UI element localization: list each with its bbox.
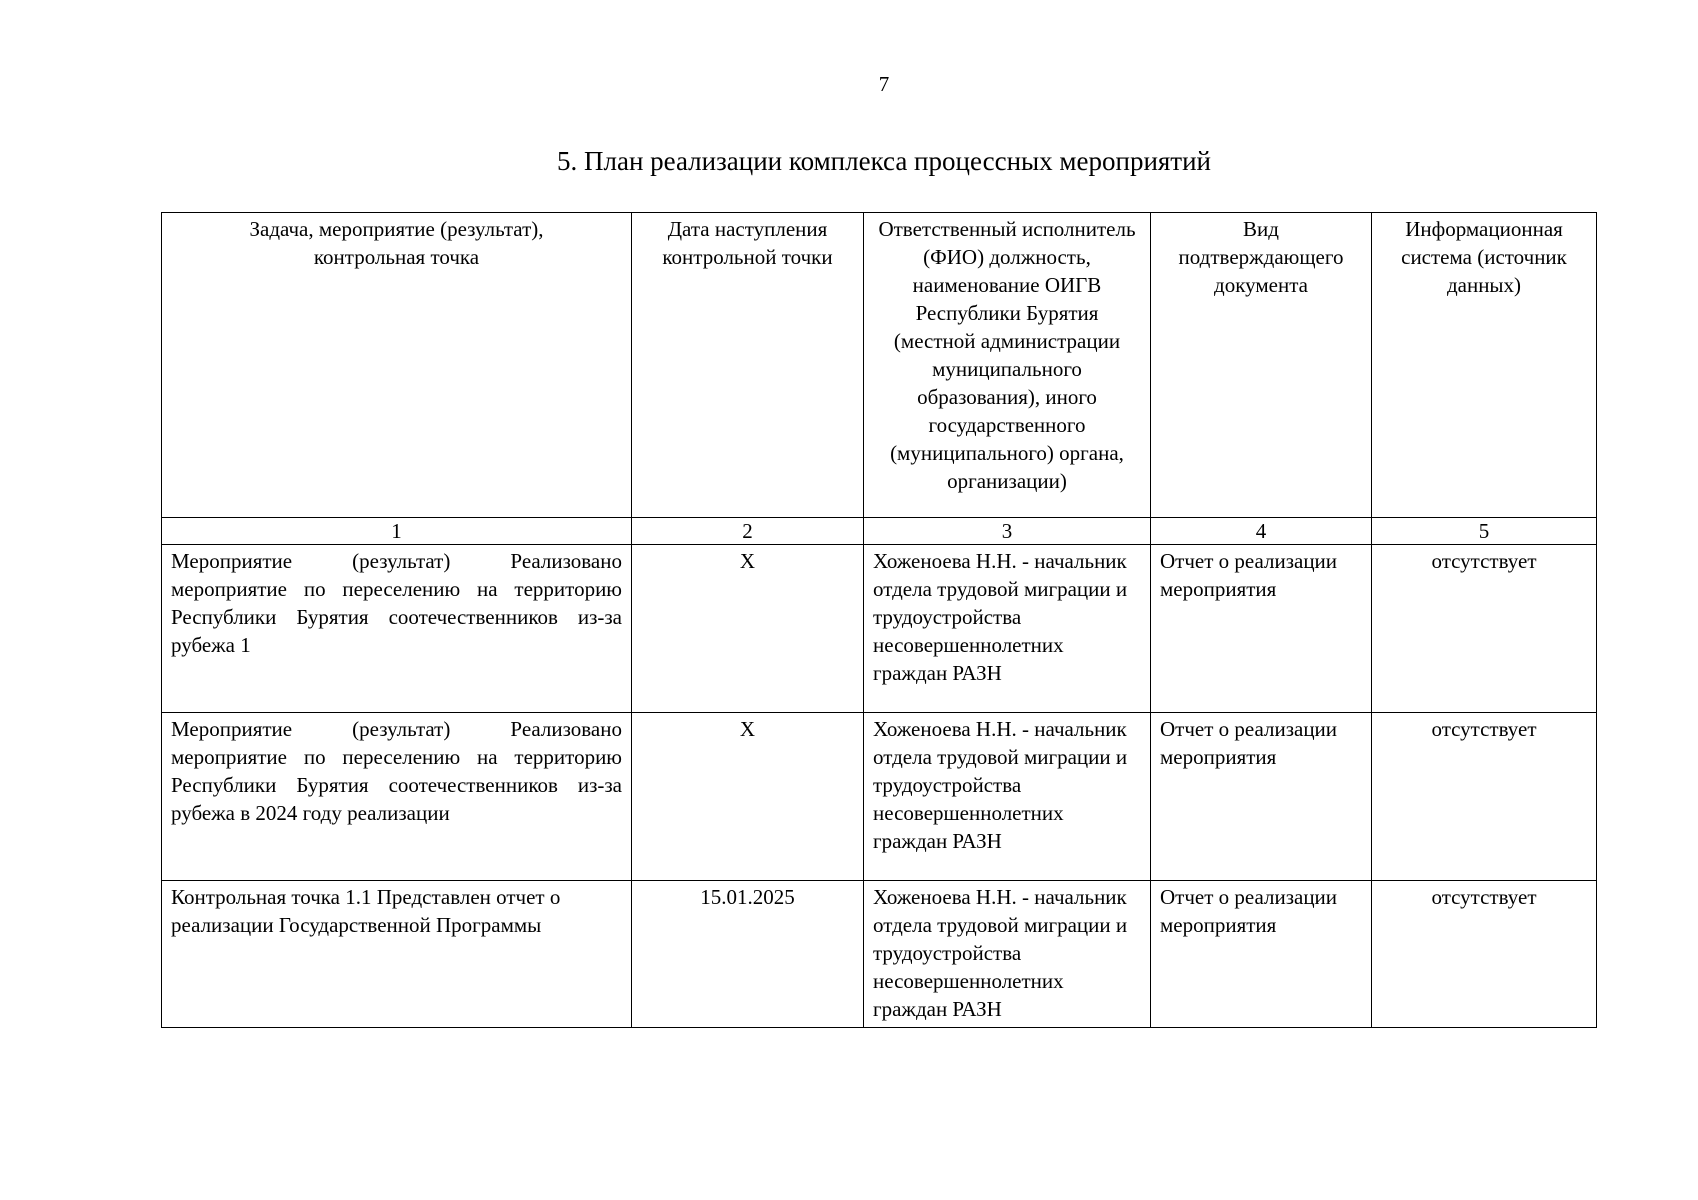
header-date: Дата наступления контрольной точки <box>632 213 864 518</box>
system-cell: отсутствует <box>1372 713 1597 881</box>
responsible-cell: Хоженоева Н.Н. - начальник отдела трудовой миграции и трудоустройства несовершеннолетних граждан РАЗН <box>864 713 1151 881</box>
task-cell: Мероприятие (результат) Реализовано мероприятие по переселению на территорию Республики Бурятия соотечественников из-за рубежа 1 <box>162 545 632 713</box>
document-cell: Отчет о реализации мероприятия <box>1151 713 1372 881</box>
responsible-cell: Хоженоева Н.Н. - начальник отдела трудовой миграции и трудоустройства несовершеннолетних граждан РАЗН <box>864 881 1151 1028</box>
page-number: 7 <box>878 72 890 96</box>
header-document: Вид подтверждающего документа <box>1151 213 1372 518</box>
header-system: Информационная система (источник данных) <box>1372 213 1597 518</box>
column-number: 4 <box>1151 518 1372 545</box>
table-row <box>162 881 1597 1028</box>
date-cell: X <box>632 545 864 713</box>
document-cell: Отчет о реализации мероприятия <box>1151 545 1372 713</box>
column-number: 5 <box>1372 518 1597 545</box>
date-cell: 15.01.2025 <box>632 881 864 1028</box>
column-number: 2 <box>632 518 864 545</box>
document-cell: Отчет о реализации мероприятия <box>1151 881 1372 1028</box>
header-task: Задача, мероприятие (результат), контрольная точка <box>162 213 632 518</box>
section-title: 5. План реализации комплекса процессных мероприятий <box>556 146 1212 176</box>
table-row <box>162 545 1597 713</box>
system-cell: отсутствует <box>1372 545 1597 713</box>
header-responsible: Ответственный исполнитель (ФИО) должность, наименование ОИГВ Республики Бурятия (местной администрации муниципального образования), иного государственного (муниципального) органа, организации) <box>864 213 1151 518</box>
column-number-row <box>162 518 1597 545</box>
task-cell: Мероприятие (результат) Реализовано мероприятие по переселению на территорию Республики Бурятия соотечественников из-за рубежа в 2024 году реализации <box>162 713 632 881</box>
plan-table <box>161 212 1597 1028</box>
system-cell: отсутствует <box>1372 881 1597 1028</box>
column-number: 1 <box>162 518 632 545</box>
table-header-row <box>162 213 1597 518</box>
task-cell: Контрольная точка 1.1 Представлен отчет о реализации Государственной Программы <box>162 881 632 1028</box>
table-row <box>162 713 1597 881</box>
responsible-cell: Хоженоева Н.Н. - начальник отдела трудовой миграции и трудоустройства несовершеннолетних граждан РАЗН <box>864 545 1151 713</box>
column-number: 3 <box>864 518 1151 545</box>
date-cell: X <box>632 713 864 881</box>
